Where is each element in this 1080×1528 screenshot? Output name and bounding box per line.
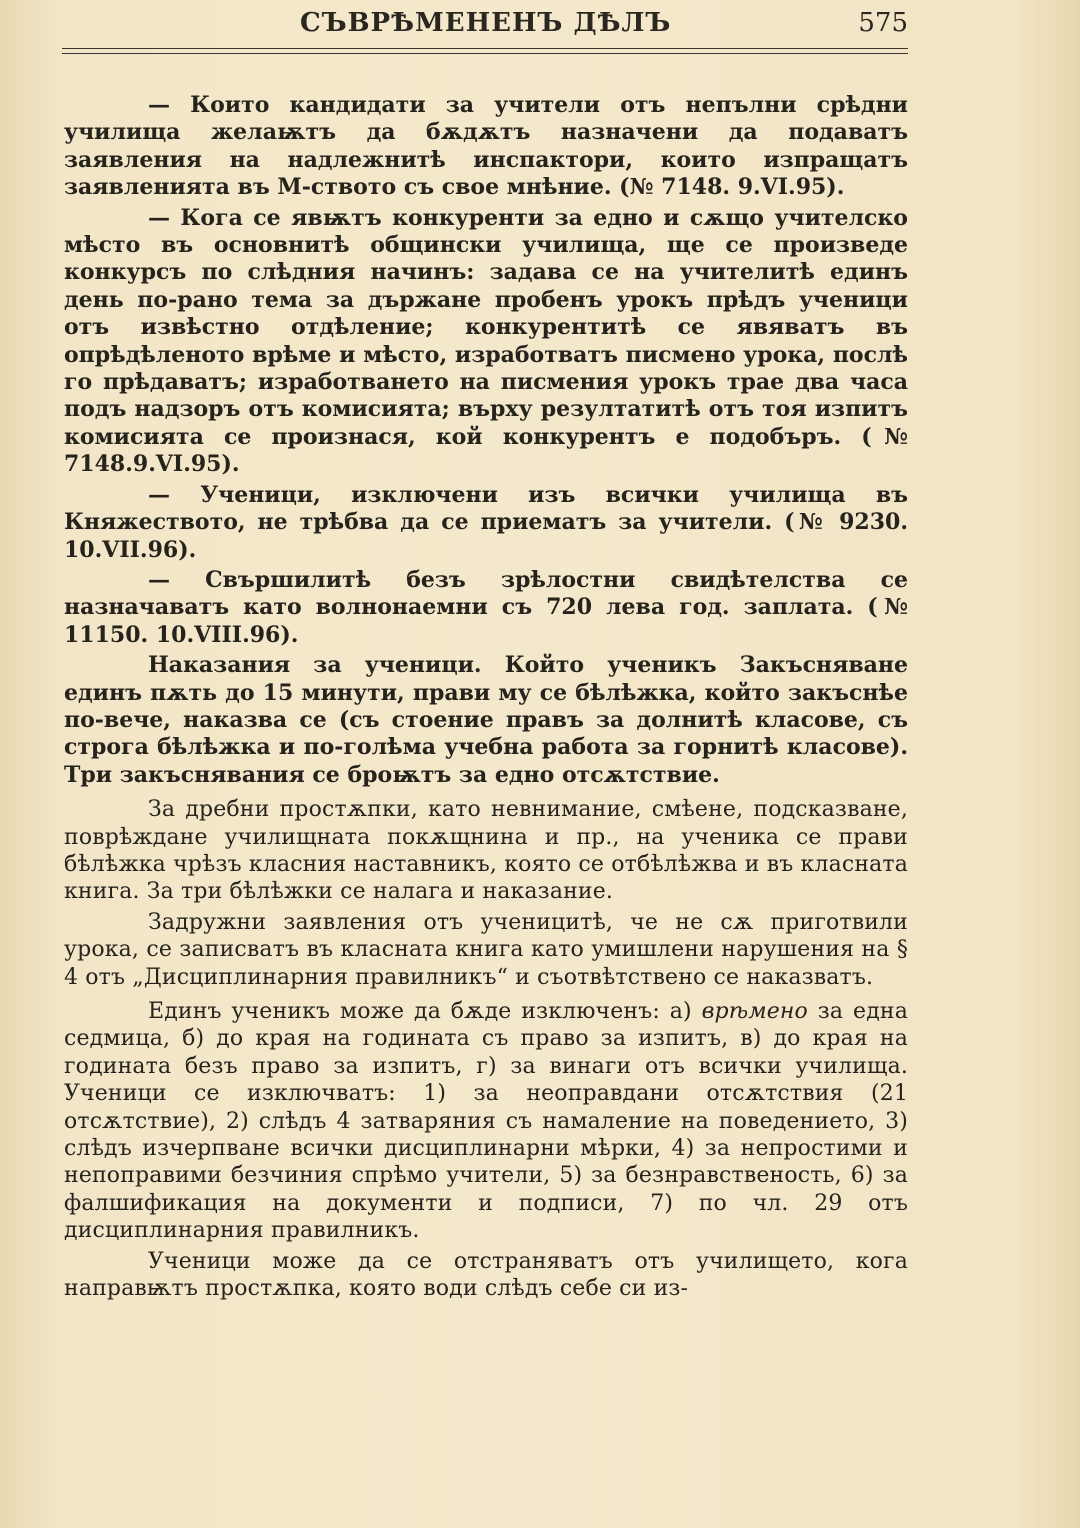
lateness-text: Закъсняване единъ пѫть до 15 минути, прави му се бѣлѣжка, който закъснѣе по-вече, наказва се (съ стоение правъ за долнитѣ класове, съ строга бѣлѣжка и по-голѣма учебна работа за горнитѣ класове). Три закъснявания се броѭтъ за едно отсѫтствие. — [64, 652, 908, 788]
paragraph-removal: Ученици може да се отстраняватъ отъ училището, кога направѭтъ простѫпка, която води слѣдъ себе си из- — [64, 1248, 908, 1302]
paragraph-punishments-lateness — [64, 652, 908, 789]
header-rule-bottom — [62, 53, 908, 54]
section-lead: Който ученикъ — [504, 652, 717, 679]
expulsion-rest: за една седмица, б) до края на годината съ право за изпитъ, в) до края на годината безъ право за изпитъ, г) за винаги отъ всички училища. Ученици се изключватъ: 1) за неоправдани отсѫтствия (21 отсѫтствие), 2) слѣдъ 4 затваряния съ намаление на поведението, 3) слѣдъ изчерпване всички дисциплинарни мѣрки, 4) за непростими и непоправими безчиния спрѣмо учители, 5) за безнравственость, 6) за фалшификация на документи и подписи, 7) по чл. 29 отъ дисциплинарния правилникъ. — [64, 999, 908, 1244]
paragraph-graduates-salary: — Свършилитѣ безъ зрѣлостни свидѣтелства се назначаватъ като волнонаемни съ 720 лева год. заплата. (№ 11150. 10.VIII.96). — [64, 566, 908, 648]
expulsion-italic-word: врѣмено — [701, 999, 808, 1024]
section-heading: Наказания за ученици. — [148, 652, 482, 679]
paragraph-minor-offences: За дребни простѫпки, като невнимание, смѣене, подсказване, поврѣждане училищната покѫщнина и пр., на ученика се прави бѣлѣжка чрѣзъ класния наставникъ, която се отбѣлѣжва и въ класната книга. За три бѣлѣжки се налага и наказание. — [64, 797, 908, 905]
running-head — [62, 8, 908, 52]
paragraph-competition: — Кога се явѭтъ конкуренти за едно и сѫщо учителско мѣсто въ основнитѣ общински училища, ще се произведе конкурсъ по слѣдния начинъ: задава се на учителитѣ единъ день по-рано тема за държане пробенъ урокъ прѣдъ ученици отъ извѣстно отдѣление; конкурентитѣ се явяватъ въ опрѣдѣленото врѣме и мѣсто, изработватъ писмено урока, послѣ го прѣдаватъ; изработването на писмения урокъ трае два часа подъ надзоръ отъ комисията; върху резултатитѣ отъ тоя изпитъ комисията се произнася, кой конкурентъ е подобъръ. (№ 7148.9.VI.95). — [64, 204, 908, 478]
paragraph-expelled-students: — Ученици, изключени изъ всички училища въ Княжеството, не трѣбва да се приематъ за учители. (№ 9230. 10.VII.96). — [64, 481, 908, 563]
running-title: СЪВРѢМЕНЕНЪ ДѢЛЪ — [300, 8, 672, 38]
paragraph-expulsion — [64, 998, 908, 1245]
body-text — [64, 92, 908, 1305]
header-rule-top — [62, 48, 908, 49]
expulsion-lead: Единъ ученикъ може да бѫде изключенъ: а) — [148, 999, 692, 1024]
page-number: 575 — [858, 8, 908, 38]
paragraph-candidates-applications: — Които кандидати за учители отъ непълни срѣдни училища желаѭтъ да бѫдѫтъ назначени да подаватъ заявления на надлежнитѣ инспактори, които изпращатъ заявленията въ М-ството съ свое мнѣние. (№ 7148. 9.VI.95). — [64, 92, 908, 201]
paragraph-joint-statements: Задружни заявления отъ ученицитѣ, че не сѫ приготвили урока, се записватъ въ класната книга като умишлени нарушения на § 4 отъ „Дисциплинарния правилникъ“ и съотвѣтствено се наказватъ. — [64, 909, 908, 990]
